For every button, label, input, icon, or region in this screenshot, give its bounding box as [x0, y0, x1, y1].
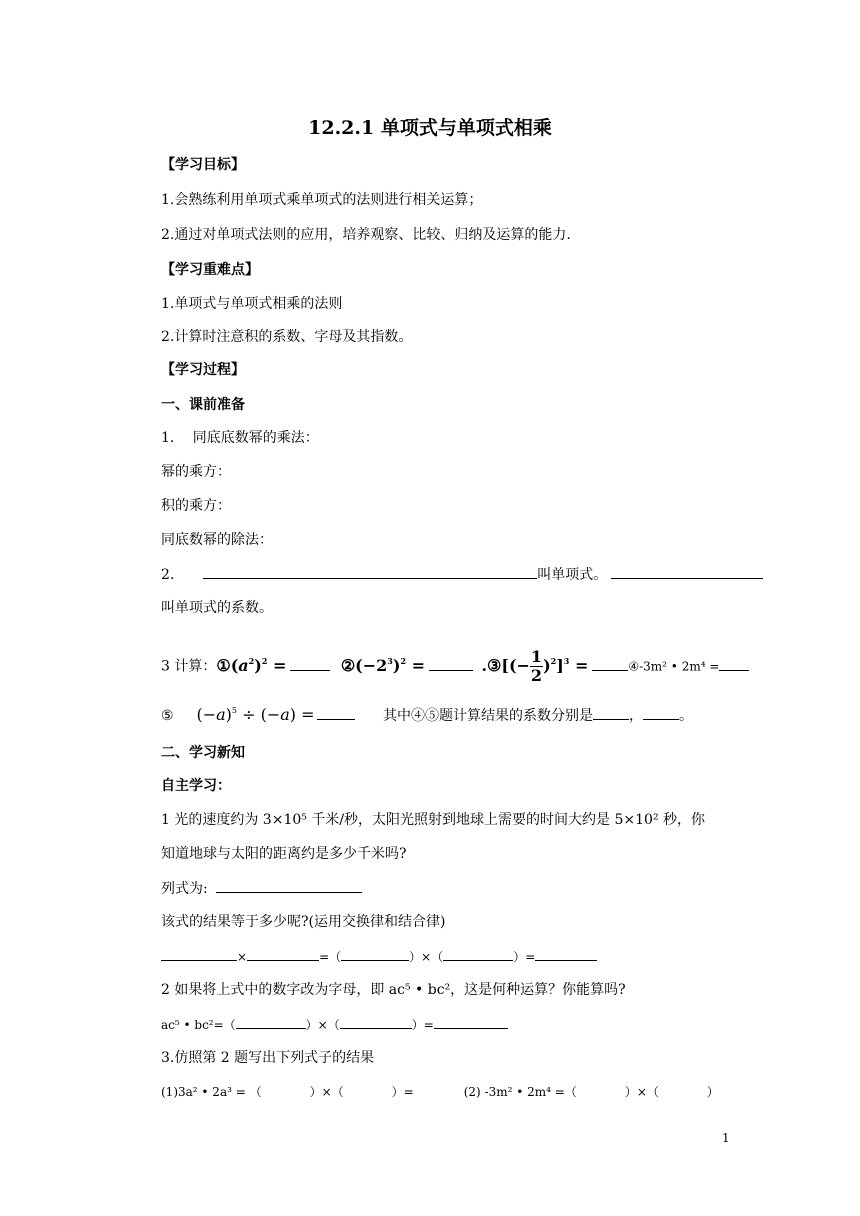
coefficient-question: 其中④⑤题计算结果的系数分别是 [382, 708, 593, 724]
answer-blank[interactable] [161, 946, 237, 961]
process-heading: 【学习过程】 [161, 362, 245, 378]
answer-blank[interactable] [290, 656, 330, 671]
answer-blank[interactable] [247, 946, 319, 961]
prep-question-1: 1. 同底底数幂的乘法： [161, 430, 319, 446]
letter-computation-line: ac⁵ • bc²=（ ）×（ ）= [161, 1014, 508, 1035]
answer-blank[interactable] [592, 656, 628, 671]
answer-blank[interactable] [203, 564, 537, 579]
math-expression-3: .③[(− [481, 655, 530, 675]
answer-blank[interactable] [593, 705, 629, 720]
question-2-middle-text: 叫单项式。 [537, 567, 608, 583]
part2-heading: 二、学习新知 [161, 745, 245, 761]
imitation-line: (1)3a² • 2a³ = （ ）×（ ）= (2) -3m² • 2m⁴ =（ ）×（ ） [161, 1085, 719, 1099]
self-question-1: 1 光的速度约为 3×10⁵ 千米/秒，太阳光照射到地球上需要的时间大约是 5×10² 秒，你 [161, 812, 706, 828]
imitation-item-1: (1)3a² • 2a³ = （ [161, 1085, 262, 1099]
formula-line [161, 878, 362, 899]
question-3-label: 3 计算： [161, 658, 217, 675]
answer-blank[interactable] [719, 656, 749, 671]
answer-blank[interactable] [340, 1014, 412, 1029]
goal-2: 2.通过对单项式法则的应用，培养观察、比较、归纳及运算的能力. [161, 227, 571, 243]
self-study-heading: 自主学习： [161, 778, 231, 794]
page-number: 1 [722, 1131, 730, 1145]
part1-heading: 一、课前准备 [161, 397, 245, 413]
result-question: 该式的结果等于多少呢?(运用交换律和结合律) [161, 914, 446, 930]
answer-blank[interactable] [236, 1014, 306, 1029]
answer-blank[interactable] [611, 564, 763, 579]
key-point-1: 1.单项式与单项式相乘的法则 [161, 296, 343, 312]
answer-blank[interactable] [341, 946, 409, 961]
self-question-3: 3.仿照第 2 题写出下列式子的结果 [161, 1050, 375, 1066]
goals-heading: 【学习目标】 [161, 157, 245, 173]
self-question-1-cont: 知道地球与太阳的距离约是多少千米吗? [161, 846, 407, 862]
key-point-2: 2.计算时注意积的系数、字母及其指数。 [161, 329, 413, 345]
prep-question-5: ⑤ $(-a)^5 \div (-a)$ = 其中④⑤题计算结果的系数分别是 ， 。 [161, 705, 693, 724]
math-expression-3-end: )$^2$]$^3$ = [543, 655, 589, 675]
answer-blank[interactable] [434, 1014, 508, 1029]
imitation-item-2: (2) -3m² • 2m⁴ =（ [463, 1085, 577, 1099]
answer-blank[interactable] [216, 878, 362, 893]
prep-question-3 [161, 648, 749, 685]
math-expression-2: $②(-2^3)^2$ = [340, 655, 425, 675]
power-division-label: 同底数幂的除法： [161, 532, 273, 548]
page-title: 12.2.1 单项式与单项式相乘 [308, 117, 552, 139]
power-of-product-label: 积的乘方： [161, 498, 231, 514]
prep-question-2-end: 叫单项式的系数。 [161, 600, 273, 616]
question-5-label: ⑤ [161, 708, 174, 724]
power-of-power-label: 幂的乘方： [161, 464, 231, 480]
answer-blank[interactable] [535, 946, 597, 961]
answer-blank[interactable] [443, 946, 513, 961]
math-expression-1: $①(a^2)^2$ = [216, 655, 287, 675]
letter-expression: ac⁵ • bc²=（ [161, 1018, 236, 1032]
prep-question-2 [161, 564, 763, 585]
computation-line: × =（ ）×（ ）= [161, 946, 597, 967]
key-points-heading: 【学习重难点】 [161, 262, 259, 278]
answer-blank[interactable] [317, 705, 355, 720]
goal-1: 1.会熟练利用单项式乘单项式的法则进行相关运算； [161, 192, 483, 208]
fraction-one-half: $\frac{1}{2}$ [530, 647, 543, 685]
question-number: 2. [161, 567, 175, 583]
answer-blank[interactable] [429, 656, 473, 671]
self-question-2: 2 如果将上式中的数字改为字母，即 ac⁵ • bc²，这是何种运算？你能算吗? [161, 982, 626, 998]
answer-blank[interactable] [643, 705, 679, 720]
formula-label: 列式为: [161, 881, 208, 897]
math-expression-5: $(-a)^5 \div (-a)$ = [196, 705, 315, 724]
math-expression-4: ④-3m² • 2m⁴ = [628, 659, 720, 674]
